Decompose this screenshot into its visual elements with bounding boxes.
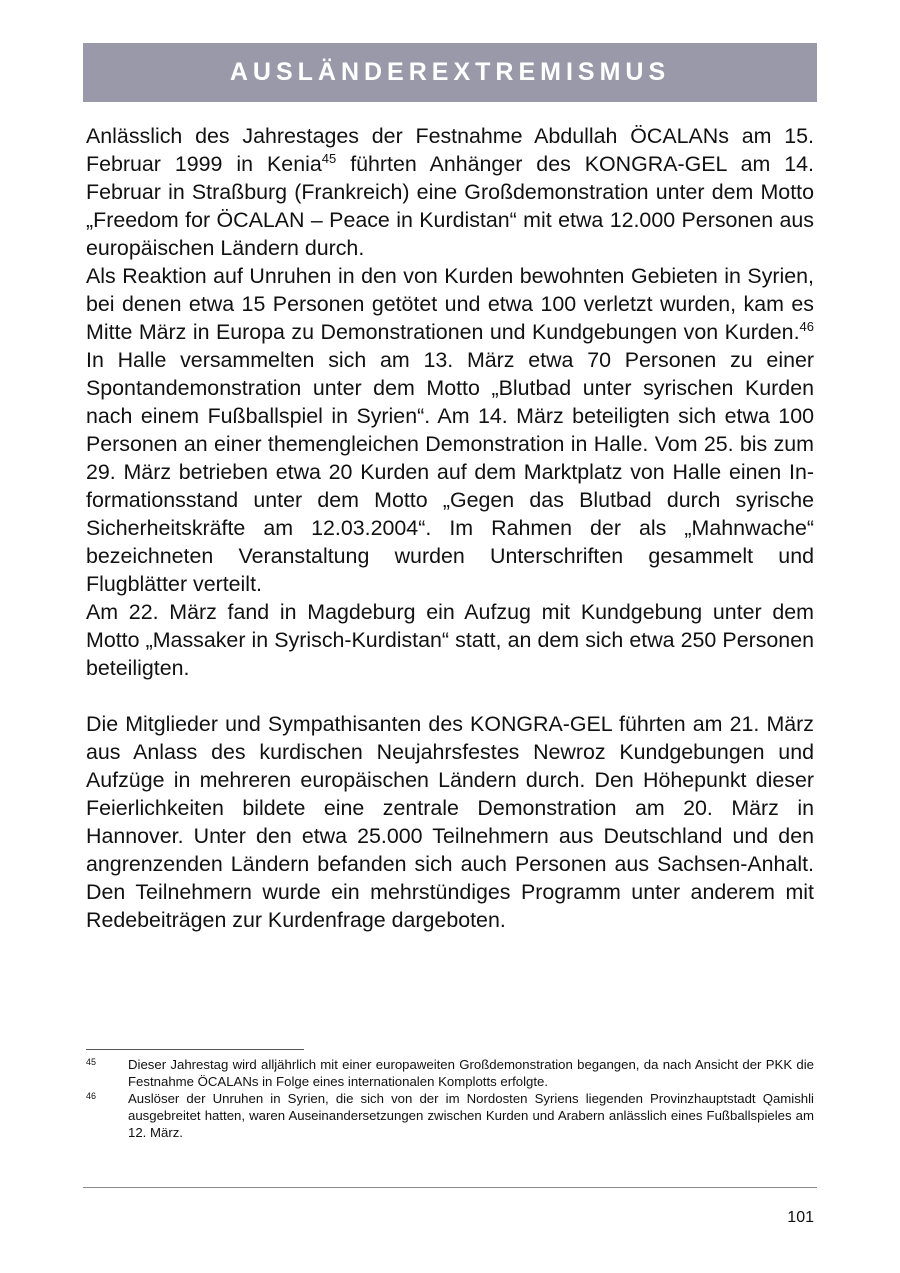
paragraph-syria-unrest [86, 262, 814, 598]
footnote-45 [86, 1056, 814, 1090]
paragraph-text: In Halle versammelten sich am 13. März etwa 70 Personen zu einer Spontandemonstration unter dem Motto „Blutbad unter syrischen Kurden nach einem Fußballspiel in Syrien“. Am 14. März beteiligten sich etwa 100 Personen an einer themengleichen Demonstration in Halle. Vom 25. bis zum 29. März betrieben etwa 20 Kurden auf dem Marktplatz von Halle einen Informationsstand unter dem Motto „Gegen das Blutbad durch syrische Sicherheitskräfte am 12.03.2004“. Im Rahmen der als „Mahnwache“ bezeichneten Veranstaltung wurden Unterschriften gesammelt und Flugblätter verteilt. [86, 348, 814, 596]
section-header-bar [83, 43, 817, 102]
footnote-number: 45 [86, 1057, 97, 1067]
page-number: 101 [787, 1209, 814, 1226]
footnotes [86, 1056, 814, 1141]
footnote-reference-45[interactable]: 45 [321, 151, 337, 166]
page-bottom-rule [83, 1187, 817, 1188]
footnote-reference-46[interactable]: 46 [799, 319, 814, 334]
main-text [86, 122, 814, 934]
paragraph-oecalan-demonstration [86, 122, 814, 262]
paragraph-magdeburg [86, 598, 814, 682]
paragraph-text: Anlässlich des Jahrestages der Festnahme Abdullah ÖCALANs am 15. Februar 1999 in Kenia [86, 124, 814, 176]
footnote-text: Auslöser der Unruhen in Syrien, die sich von der im Nordosten Syriens liegenden Provinzhauptstadt Qamishli ausgebreitet hatten, waren Auseinandersetzungen zwischen Kurden und Arabern anlässlich eines Fußballspieles am 12. März. [128, 1091, 814, 1140]
paragraph-text: Die Mitglieder und Sympathisanten des KONGRA-GEL führten am 21. März aus Anlass des kurdischen Neujahrsfestes Newroz Kundgebungen und Aufzüge in mehreren europäischen Ländern durch. Den Höhepunkt dieser Feierlichkeiten bildete eine zentrale Demonstration am 20. März in Hannover. Unter den etwa 25.000 Teilnehmern aus Deutschland und den angrenzenden Ländern befanden sich auch Personen aus Sachsen-Anhalt. Den Teilnehmern wurde ein mehrstündiges Programm unter anderem mit Redebeiträgen zur Kurdenfrage dargeboten. [86, 712, 814, 932]
footnote-number: 46 [86, 1091, 97, 1101]
paragraph-text: Am 22. März fand in Magdeburg ein Aufzug mit Kundgebung unter dem Motto „Massaker in Syrisch-Kurdistan“ statt, an dem sich etwa 250 Personen beteiligten. [86, 600, 814, 680]
paragraph-text: führten Anhänger des KONGRA-GEL am 14. Februar in Straßburg (Frankreich) eine Großdemonstration unter dem Motto „Freedom for ÖCALAN – Peace in Kurdistan“ mit etwa 12.000 Personen aus europäischen Ländern durch. [86, 152, 814, 260]
footnote-46 [86, 1090, 814, 1141]
footnote-separator [86, 1049, 304, 1050]
section-title: AUSLÄNDEREXTREMISMUS [229, 58, 671, 86]
paragraph-newroz [86, 710, 814, 934]
footnote-text: Dieser Jahrestag wird alljährlich mit einer europaweiten Großdemonstration begangen, da nach Ansicht der PKK die Festnahme ÖCALANs in Folge eines internationalen Komplotts erfolgte. [128, 1057, 814, 1089]
paragraph-text: Als Reaktion auf Unruhen in den von Kurden bewohnten Gebieten in Syrien, bei denen etwa 15 Personen getötet und etwa 100 verletzt wurden, kam es Mitte März in Europa zu Demonstrationen und Kundgebungen von Kurden. [86, 264, 814, 344]
